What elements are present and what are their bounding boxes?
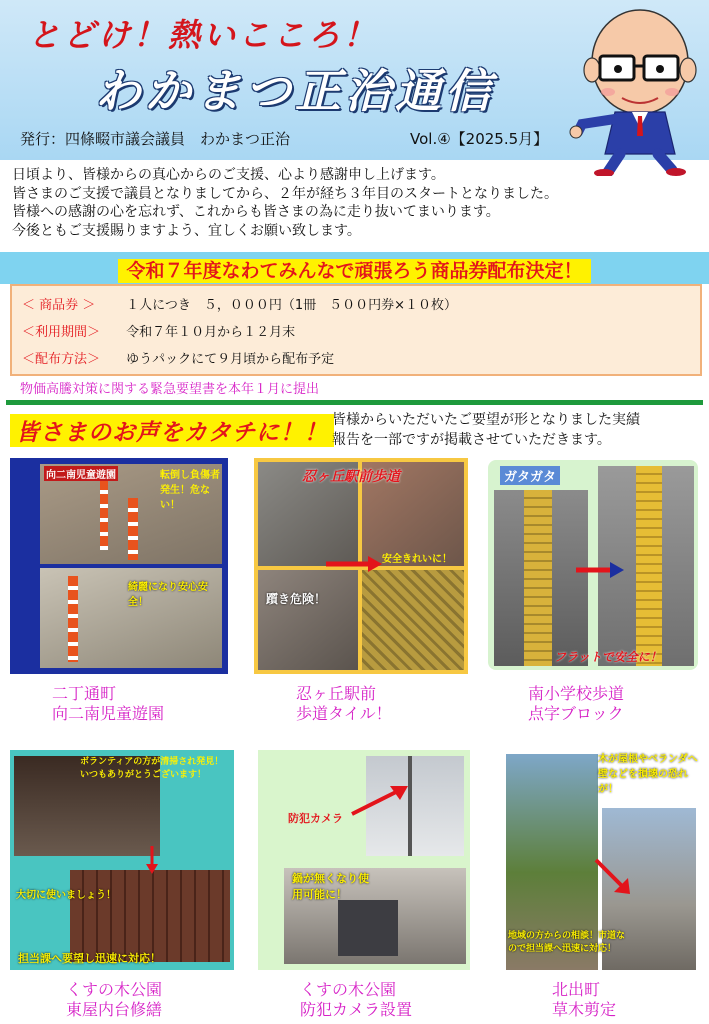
caption-project-4 (66, 980, 162, 1020)
mascot-illustration (560, 4, 708, 176)
caption-project-3 (528, 684, 624, 724)
caption-line: 忍ヶ丘駅前 (296, 684, 377, 703)
voucher-row-label: ＜配布方法＞ (22, 352, 101, 367)
voices-title: 皆さまのお声をカタチに！！ (10, 414, 334, 447)
arrow-icon (350, 784, 410, 818)
voucher-row (22, 294, 457, 313)
volume-label: Vol.④【2025.5月】 (410, 130, 549, 148)
voucher-banner-text: 令和７年度なわてみんなで頑張ろう商品券配布決定！ (118, 259, 590, 283)
arrow-icon (594, 858, 634, 898)
caption-project-6 (552, 980, 616, 1020)
voucher-row-label: ＜利用期間＞ (22, 325, 101, 340)
greeting-text (12, 166, 702, 240)
voucher-banner (0, 256, 709, 283)
voices-desc-line: 皆様からいただいたご要望が形となりました実績 (332, 412, 640, 428)
greeting-line: 今後ともご支援賜りますよう、宜しくお願い致します。 (12, 222, 361, 239)
caption-project-1 (52, 684, 164, 724)
arrow-icon (574, 560, 626, 580)
photo-label: 防犯カメラ (288, 812, 343, 825)
caption-line: くすの木公園 (66, 980, 163, 999)
voices-desc-line: 報告を一部ですが掲載させていただきます。 (332, 432, 611, 448)
caption-project-5 (300, 980, 412, 1020)
photo-label: 大切に使いましょう！ (16, 890, 116, 901)
caption-line: 北出町 (552, 980, 601, 999)
photo-label: 木が屋根やベランダへ壁などを損壊の恐れが！ (598, 754, 698, 795)
photo-label: 鍋が無くなり使用可能に！ (292, 872, 369, 901)
voucher-row-label: ＜ 商品券 ＞ (22, 298, 96, 313)
publisher-line: 発行：四條畷市議会議員 わかまつ正治 (20, 130, 291, 148)
petition-note: 物価高騰対策に関する緊急要望書を本年１月に提出 (20, 382, 320, 397)
photo-braille-blocks (488, 460, 698, 670)
caption-line: 向二南児童遊園 (52, 704, 165, 723)
photo-label: 転倒し負傷者発生！危ない！ (160, 470, 220, 511)
voices-description (332, 410, 692, 450)
voucher-row-value: ゆうパックにて９月頃から配布予定 (126, 352, 335, 367)
greeting-line: 皆様への感謝の心を忘れず、これからも皆さまの為に走り抜いてまいります。 (12, 204, 500, 220)
caption-line: 点字ブロック (528, 704, 624, 723)
caption-project-2 (296, 684, 392, 724)
caption-line: 防犯カメラ設置 (300, 1000, 413, 1019)
photo-label: 向二南児童遊園 (44, 466, 118, 481)
photo-arbor-bench (10, 750, 234, 970)
photo-label: ボランティアの方が清掃され発見！いつもありがとうございます！ (80, 757, 224, 780)
caption-line: 草木剪定 (552, 1000, 617, 1019)
photo-label: フラットで安全に！ (554, 650, 662, 664)
caption-line: 東屋内台修繕 (66, 1000, 163, 1019)
arrow-down-icon (144, 846, 160, 876)
photo-park-bollards (10, 458, 228, 674)
photo-tree-pruning (502, 748, 700, 976)
voucher-row-value: １人につき ５，０００円（1冊 ５００円券×１０枚） (126, 298, 458, 313)
photo-label: 地域の方からの相談！市道なので担当課へ迅速に対応！ (508, 931, 626, 954)
greeting-line: 日頃より、皆様からの真心からのご支援、心より感謝申し上げます。 (12, 167, 445, 183)
photo-label: 担当課へ要望し迅速に対応！ (18, 952, 161, 965)
photo-label: 忍ヶ丘駅前歩道 (302, 469, 400, 485)
photo-station-sidewalk (254, 458, 468, 674)
caption-line: 南小学校歩道 (528, 684, 625, 703)
section-divider (6, 400, 703, 405)
caption-line: くすの木公園 (300, 980, 397, 999)
photo-label: 綺麗になり安心安全！ (128, 582, 208, 608)
voucher-row (22, 321, 295, 340)
photo-label: 安全きれいに！ (382, 554, 452, 565)
greeting-line: 皆さまのご支援で議員となりましてから、２年が経ち３年目のスタートとなりました。 (12, 185, 558, 202)
newsletter-title: わかまつ正治通信 (95, 64, 495, 118)
photo-label: 躓き危険！ (266, 592, 327, 606)
caption-line: 二丁通町 (52, 684, 117, 703)
caption-line: 歩道タイル！ (296, 704, 392, 723)
voucher-row-value: 令和７年１０月から１２月末 (126, 325, 296, 340)
photo-security-camera (258, 750, 470, 970)
photo-label: ガタガタ (500, 466, 560, 485)
arrow-icon (324, 554, 384, 574)
tagline: とどけ！熱いこころ！ (28, 16, 379, 54)
voucher-row (22, 348, 334, 367)
voucher-details-box (10, 284, 702, 376)
